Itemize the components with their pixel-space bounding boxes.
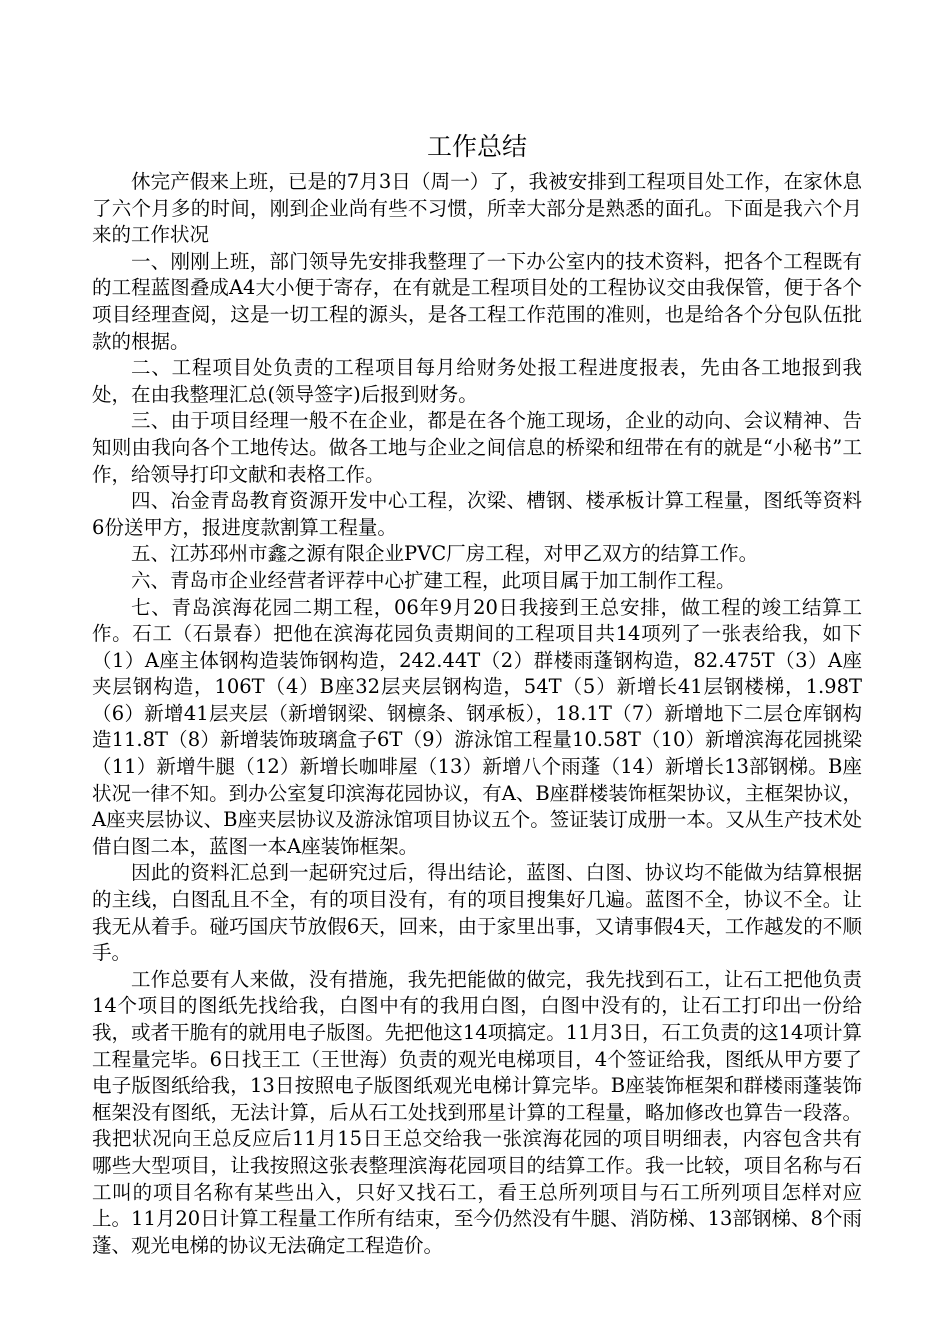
document-body: [92, 132, 862, 1259]
paragraph-item-2: 二、工程项目处负责的工程项目每月给财务处报工程进度报表，先由各工地报到我处，在由我整理汇总(领导签字)后报到财务。: [92, 356, 862, 406]
paragraph-item-3: 三、由于项目经理一般不在企业，都是在各个施工现场，企业的动向、会议精神、告知则由我向各个工地传达。做各工地与企业之间信息的桥梁和纽带在有的就是“小秘书”工作，给领导打印文献和表格工作。: [92, 409, 862, 486]
paragraph-item-1: 一、刚刚上班，部门领导先安排我整理了一下办公室内的技术资料，把各个工程既有的工程蓝图叠成A4大小便于寄存，在有就是工程项目处的工程协议交由我保管，便于各个项目经理查阅，这是一切工程的源头，是各工程工作范围的准则，也是给各个分包队伍批款的根据。: [92, 249, 862, 353]
paragraph-item-4: 四、冶金青岛教育资源开发中心工程，次梁、槽钢、楼承板计算工程量，图纸等资料6份送甲方，报进度款割算工程量。: [92, 489, 862, 539]
document-title: 工作总结: [426, 132, 527, 161]
paragraph-analysis: 因此的资料汇总到一起研究过后，得出结论，蓝图、白图、协议均不能做为结算根据的主线，白图乱且不全，有的项目没有，有的项目搜集好几遍。蓝图不全，协议不全。让我无从着手。碰巧国庆节放假6天，回来，由于家里出事，又请事假4天，工作越发的不顺手。: [92, 861, 862, 965]
paragraph-item-5: 五、江苏邳州市鑫之源有限企业PVC厂房工程，对甲乙双方的结算工作。: [131, 542, 759, 566]
paragraph-progress: 工作总要有人来做，没有措施，我先把能做的做完，我先找到石工，让石工把他负责14个项目的图纸先找给我，白图中有的我用白图，白图中没有的，让石工打印出一份给我，或者干脆有的就用电子版图。先把他这14项搞定。11月3日，石工负责的这14项计算工程量完毕。6日找王工（王世海）负责的观光电梯项目，4个签证给我，图纸从甲方要了电子版图纸给我，13日按照电子版图纸观光电梯计算完毕。B座装饰框架和群楼雨蓬装饰框架没有图纸，无法计算，后从石工处找到邢星计算的工程量，略加修改也算告一段落。我把状况向王总反应后11月15日王总交给我一张滨海花园的项目明细表，内容包含共有哪些大型项目，让我按照这张表整理滨海花园项目的结算工作。我一比较，项目名称与石工叫的项目名称有某些出入，只好又找石工，看王总所列项目与石工所列项目怎样对应上。11月20日计算工程量工作所有结束，至今仍然没有牛腿、消防梯、13部钢梯、8个雨蓬、观光电梯的协议无法确定工程造价。: [92, 967, 862, 1257]
paragraph-intro: 休完产假来上班，已是的7月3日（周一）了，我被安排到工程项目处工作，在家休息了六个月多的时间，刚到企业尚有些不习惯，所幸大部分是熟悉的面孔。下面是我六个月来的工作状况: [92, 170, 862, 247]
paragraph-item-7: 七、青岛滨海花园二期工程，06年9月20日我接到王总安排，做工程的竣工结算工作。石工（石景春）把他在滨海花园负责期间的工程项目共14项列了一张表给我，如下（1）A座主体钢构造装饰钢构造，242.44T（2）群楼雨蓬钢构造，82.475T（3）A座夹层钢构造，106T（4）B座32层夹层钢构造，54T（5）新增长41层钢楼梯，1.98T（6）新增41层夹层（新增钢梁、钢檩条、钢承板），18.1T（7）新增地下二层仓库钢构造11.8T（8）新增装饰玻璃盒子6T（9）游泳馆工程量10.58T（10）新增滨海花园挑梁（11）新增牛腿（12）新增长咖啡屋（13）新增八个雨蓬（14）新增长13部钢梯。B座状况一律不知。到办公室复印滨海花园协议，有A、B座群楼装饰框架协议，主框架协议，A座夹层协议、B座夹层协议及游泳馆项目协议五个。签证装订成册一本。又从生产技术处借白图二本，蓝图一本A座装饰框架。: [92, 595, 862, 858]
paragraph-item-6: 六、青岛市企业经营者评荐中心扩建工程，此项目属于加工制作工程。: [131, 568, 736, 592]
